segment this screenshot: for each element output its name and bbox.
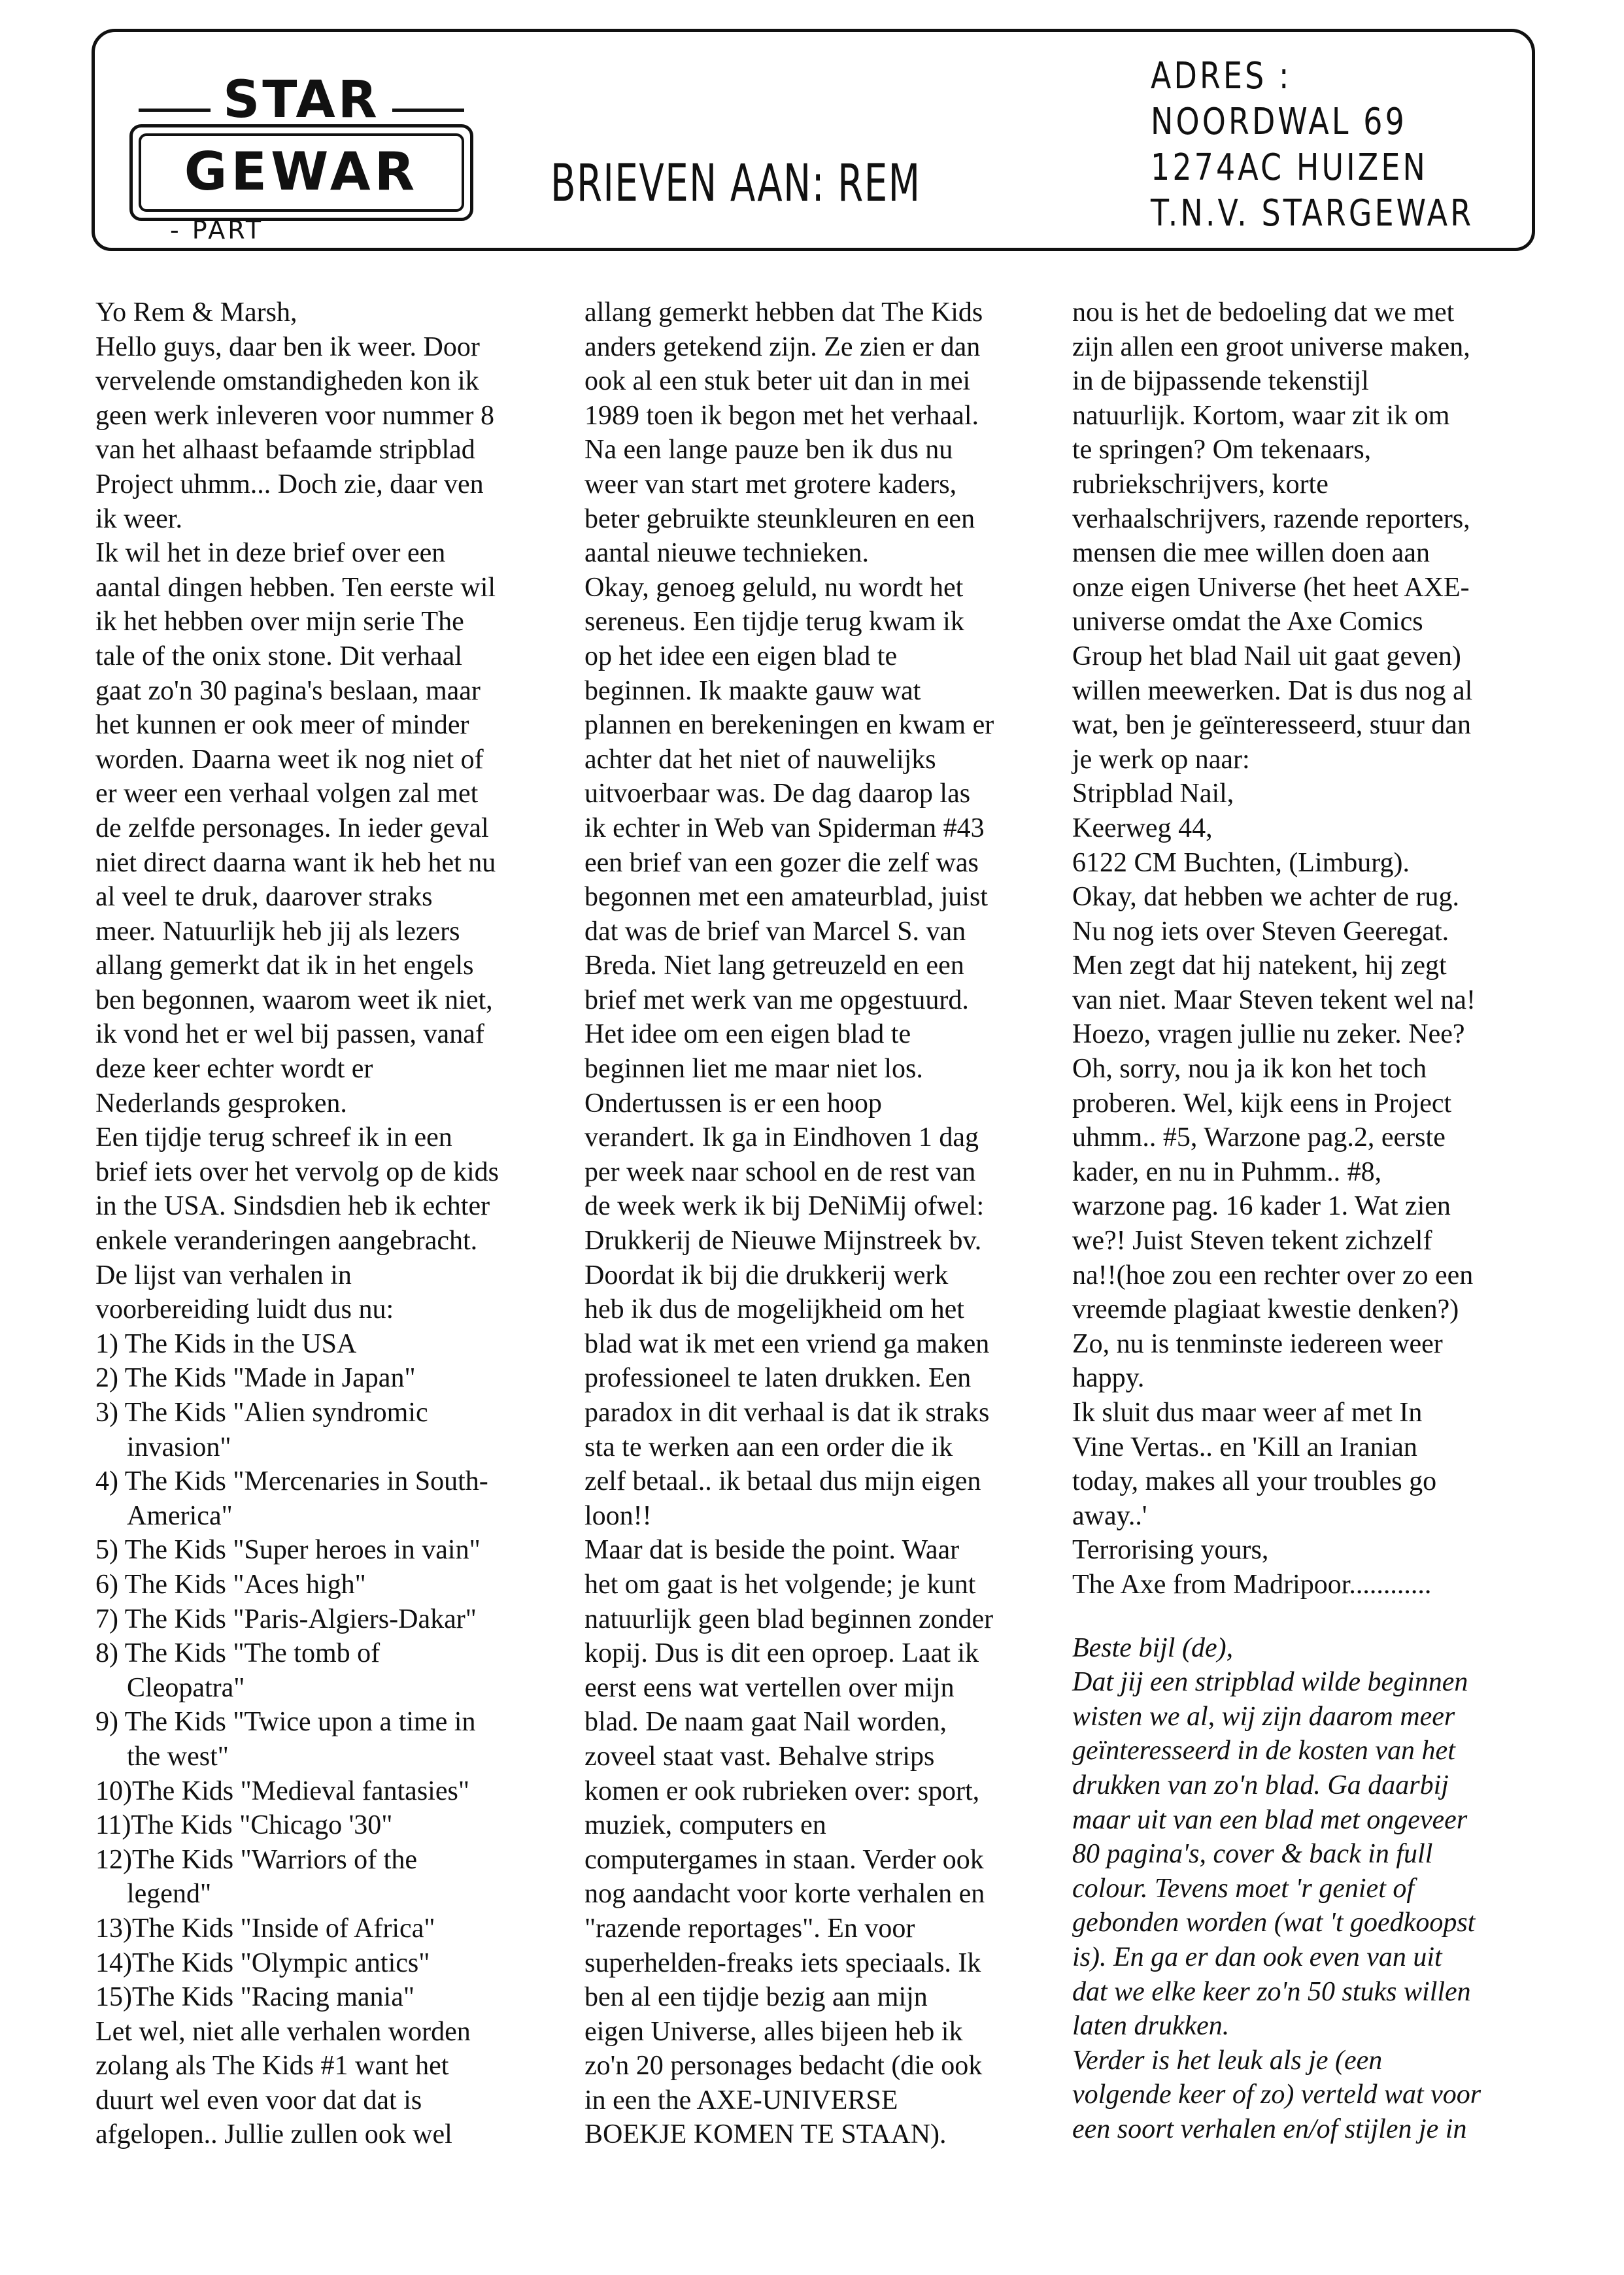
text-line: 11)The Kids "Chicago '30" <box>95 1810 393 1841</box>
text-line: ik vond het er wel bij passen, vanaf <box>95 1019 484 1050</box>
text-line: Vine Vertas.. en 'Kill an Iranian <box>1072 1432 1417 1462</box>
text-line: Cleopatra" <box>127 1672 245 1703</box>
text-line: vreemde plagiaat kwestie denken?) <box>1072 1294 1459 1325</box>
text-line: superhelden-freaks iets speciaals. Ik <box>584 1947 981 1978</box>
text-line: eerst eens wat vertellen over mijn <box>584 1672 955 1703</box>
text-line: deze keer echter wordt er <box>95 1054 373 1085</box>
text-line: een brief van een gozer die zelf was <box>584 847 979 878</box>
text-line: 7) The Kids "Paris-Algiers-Dakar" <box>95 1604 477 1634</box>
text-line: 1989 toen ik begon met het verhaal. <box>584 400 979 431</box>
text-line: Nederlands gesproken. <box>95 1088 347 1119</box>
text-line: anders getekend zijn. Ze zien er dan <box>584 331 981 362</box>
text-line: is). En ga er dan ook even van uit <box>1072 1942 1442 1972</box>
text-line: zijn allen een groot universe maken, <box>1072 331 1470 362</box>
text-line: 15)The Kids "Racing mania" <box>95 1982 415 2013</box>
text-line: nog aandacht voor korte verhalen en <box>584 1879 985 1910</box>
address-line: NOORDWAL 69 <box>1151 101 1407 143</box>
text-line: Project uhmm... Doch zie, daar ven <box>95 469 484 499</box>
text-line: per week naar school en de rest van <box>584 1156 976 1187</box>
text-line: Doordat ik bij die drukkerij werk <box>584 1260 949 1290</box>
logo-rule-right <box>392 109 464 112</box>
text-line: Okay, dat hebben we achter de rug. <box>1072 882 1460 913</box>
text-line: Dat jij een stripblad wilde beginnen <box>1072 1667 1468 1698</box>
reply-spacer <box>1072 1602 1543 1631</box>
text-line: we?! Juist Steven tekent zichzelf <box>1072 1226 1432 1256</box>
text-line: na!!(hoe zou een rechter over zo een <box>1072 1260 1474 1290</box>
text-line: zoveel staat vast. Behalve strips <box>584 1741 935 1772</box>
text-line: maar uit van een blad met ongeveer <box>1072 1804 1468 1835</box>
text-line: Men zegt dat hij natekent, hij zegt <box>1072 951 1447 981</box>
text-line: legend" <box>127 1879 212 1910</box>
text-line: ben begonnen, waarom weet ik niet, <box>95 985 493 1015</box>
text-line: America" <box>127 1500 233 1531</box>
text-line: willen meewerken. Dat is dus nog al <box>1072 675 1473 706</box>
text-line: Okay, genoeg geluld, nu wordt het <box>584 572 964 603</box>
text-line: ik weer. <box>95 503 182 534</box>
text-line: Ik sluit dus maar weer af met In <box>1072 1398 1423 1428</box>
text-line: ben al een tijdje bezig aan mijn <box>584 1982 928 2013</box>
text-line: Drukkerij de Nieuwe Mijnstreek bv. <box>584 1226 982 1256</box>
text-line: ik echter in Web van Spiderman #43 <box>584 813 985 843</box>
text-line: "razende reportages". En voor <box>584 1913 915 1944</box>
text-line: al veel te druk, daarover straks <box>95 882 433 913</box>
text-line: ik het hebben over mijn serie The <box>95 607 464 637</box>
text-column-3 <box>1072 295 1543 2146</box>
text-line: onze eigen Universe (het heet AXE- <box>1072 572 1470 603</box>
text-line: Verder is het leuk als je (een <box>1072 2045 1383 2076</box>
text-line: The Axe from Madripoor............ <box>1072 1569 1432 1600</box>
text-line: eigen Universe, alles bijeen heb ik <box>584 2016 963 2047</box>
text-line: Beste bijl (de), <box>1072 1632 1234 1663</box>
text-line: 13)The Kids "Inside of Africa" <box>95 1913 435 1944</box>
text-line: Yo Rem & Marsh, <box>95 297 297 328</box>
text-line: Hoezo, vragen jullie nu zeker. Nee? <box>1072 1019 1465 1050</box>
text-line: kader, en nu in Puhmm.. #8, <box>1072 1156 1382 1187</box>
text-line: invasion" <box>127 1432 231 1462</box>
text-line: Een tijdje terug schreef ik in een <box>95 1122 452 1153</box>
text-line: 6) The Kids "Aces high" <box>95 1569 366 1600</box>
text-line: 6122 CM Buchten, (Limburg). <box>1072 847 1410 878</box>
text-line: de week werk ik bij DeNiMij ofwel: <box>584 1191 985 1222</box>
text-line: dat was de brief van Marcel S. van <box>584 916 966 947</box>
text-line: away..' <box>1072 1500 1147 1531</box>
text-line: Let wel, niet alle verhalen worden <box>95 2016 471 2047</box>
text-line: 12)The Kids "Warriors of the <box>95 1844 417 1875</box>
text-line: Stripblad Nail, <box>1072 779 1234 809</box>
text-line: 5) The Kids "Super heroes in vain" <box>95 1535 481 1566</box>
text-line: enkele veranderingen aangebracht. <box>95 1226 478 1256</box>
text-line: van niet. Maar Steven tekent wel na! <box>1072 985 1476 1015</box>
text-line: begonnen met een amateurblad, juist <box>584 882 988 913</box>
text-line: the west" <box>127 1741 229 1772</box>
text-line: proberen. Wel, kijk eens in Project <box>1072 1088 1452 1119</box>
text-line: 14)The Kids "Olympic antics" <box>95 1947 430 1978</box>
text-line: weer van start met grotere kaders, <box>584 469 957 499</box>
text-line: een soort verhalen en/of stijlen je in <box>1072 2114 1467 2144</box>
text-line: loon!! <box>584 1500 652 1531</box>
text-line: het om gaat is het volgende; je kunt <box>584 1569 976 1600</box>
text-line: nou is het de bedoeling dat we met <box>1072 297 1455 328</box>
text-line: Keerweg 44, <box>1072 813 1213 843</box>
logo-top-text: STAR <box>223 71 380 129</box>
text-line: zolang als The Kids #1 want het <box>95 2051 449 2081</box>
text-line: volgende keer of zo) verteld wat voor <box>1072 2080 1481 2110</box>
text-line: in een the AXE-UNIVERSE <box>584 2085 898 2115</box>
text-line: geïnteresseerd in de kosten van het <box>1072 1736 1455 1766</box>
text-line: allang gemerkt dat ik in het engels <box>95 951 474 981</box>
text-line: vervelende omstandigheden kon ik <box>95 366 479 397</box>
text-line: 2) The Kids "Made in Japan" <box>95 1363 416 1394</box>
text-line: aantal nieuwe technieken. <box>584 538 869 569</box>
text-line: natuurlijk. Kortom, waar zit ik om <box>1072 400 1450 431</box>
text-line: uhmm.. #5, Warzone pag.2, eerste <box>1072 1122 1446 1153</box>
text-line: plannen en berekeningen en kwam er <box>584 710 994 741</box>
text-line: Zo, nu is tenminste iedereen weer <box>1072 1328 1443 1359</box>
text-line: sereneus. Een tijdje terug kwam ik <box>584 607 964 637</box>
text-line: er weer een verhaal volgen zal met <box>95 779 479 809</box>
text-line: beginnen. Ik maakte gauw wat <box>584 675 921 706</box>
text-line: Group het blad Nail uit gaat geven) <box>1072 641 1461 671</box>
text-line: worden. Daarna weet ik nog niet of <box>95 744 484 775</box>
text-line: 1) The Kids in the USA <box>95 1328 357 1359</box>
text-column-2 <box>584 295 1062 2152</box>
address-line: 1274AC HUIZEN <box>1151 146 1428 189</box>
text-line: op het idee een eigen blad te <box>584 641 898 671</box>
page-title: BRIEVEN AAN: REM <box>550 154 921 213</box>
text-line: gaat zo'n 30 pagina's beslaan, maar <box>95 675 481 706</box>
text-line: 4) The Kids "Mercenaries in South- <box>95 1466 488 1497</box>
text-line: Het idee om een eigen blad te <box>584 1019 911 1050</box>
text-line: zelf betaal.. ik betaal dus mijn eigen <box>584 1466 981 1497</box>
text-line: ook al een stuk beter uit dan in mei <box>584 366 971 397</box>
text-line: drukken van zo'n blad. Ga daarbij <box>1072 1770 1449 1800</box>
text-line: wat, ben je geïnteresseerd, stuur dan <box>1072 710 1471 741</box>
text-line: het kunnen er ook meer of minder <box>95 710 469 741</box>
text-line: achter dat het niet of nauwelijks <box>584 744 936 775</box>
text-line: 8) The Kids "The tomb of <box>95 1638 381 1669</box>
text-line: Na een lange pauze ben ik dus nu <box>584 435 953 465</box>
text-line: allang gemerkt hebben dat The Kids <box>584 297 983 328</box>
text-line: blad wat ik met een vriend ga maken <box>584 1328 990 1359</box>
text-line: brief met werk van me opgestuurd. <box>584 985 969 1015</box>
text-line: beginnen liet me maar niet los. <box>584 1054 923 1085</box>
text-line: aantal dingen hebben. Ten eerste wil <box>95 572 496 603</box>
text-line: blad. De naam gaat Nail worden, <box>584 1707 947 1738</box>
text-line: dat we elke keer zo'n 50 stuks willen <box>1072 1976 1471 2007</box>
text-line: uitvoerbaar was. De dag daarop las <box>584 779 971 809</box>
text-line: te springen? Om tekenaars, <box>1072 435 1372 465</box>
text-line: sta te werken aan een order die ik <box>584 1432 953 1462</box>
text-line: De lijst van verhalen in <box>95 1260 352 1290</box>
text-line: kopij. Dus is dit een oproep. Laat ik <box>584 1638 979 1669</box>
text-line: brief iets over het vervolg op de kids <box>95 1156 499 1187</box>
text-line: in de bijpassende tekenstijl <box>1072 366 1369 397</box>
text-column-1 <box>95 295 553 2152</box>
text-line: 80 pagina's, cover & back in full <box>1072 1839 1433 1870</box>
text-line: mensen die mee willen doen aan <box>1072 538 1430 569</box>
text-line: voorbereiding luidt dus nu: <box>95 1294 394 1325</box>
text-line: tale of the onix stone. Dit verhaal <box>95 641 462 671</box>
text-line: 10)The Kids "Medieval fantasies" <box>95 1776 469 1806</box>
text-line: heb ik dus de mogelijkheid om het <box>584 1294 964 1325</box>
address-block <box>1151 54 1517 237</box>
text-line: afgelopen.. Jullie zullen ook wel <box>95 2119 452 2150</box>
text-line: 9) The Kids "Twice upon a time in <box>95 1707 476 1738</box>
text-line: Maar dat is beside the point. Waar <box>584 1535 960 1566</box>
text-line: verhaalschrijvers, razende reporters, <box>1072 503 1470 534</box>
text-line: zo'n 20 personages bedacht (die ook <box>584 2051 983 2081</box>
text-line: natuurlijk geen blad beginnen zonder <box>584 1604 994 1634</box>
text-line: Ik wil het in deze brief over een <box>95 538 446 569</box>
text-line: niet direct daarna want ik heb het nu <box>95 847 496 878</box>
text-line: 3) The Kids "Alien syndromic <box>95 1398 428 1428</box>
text-line: rubriekschrijvers, korte <box>1072 469 1328 499</box>
text-line: meer. Natuurlijk heb jij als lezers <box>95 916 460 947</box>
logo-main-text: GEWAR <box>139 133 464 212</box>
text-line: komen er ook rubrieken over: sport, <box>584 1776 980 1806</box>
text-line: Ondertussen is er een hoop <box>584 1088 882 1119</box>
text-line: de zelfde personages. In ieder geval <box>95 813 489 843</box>
text-line: professioneel te laten drukken. Een <box>584 1363 972 1394</box>
text-line: computergames in staan. Verder ook <box>584 1844 984 1875</box>
address-line: T.N.V. STARGEWAR <box>1151 192 1474 235</box>
text-line: verandert. Ik ga in Eindhoven 1 dag <box>584 1122 979 1153</box>
logo-part-text: - PART <box>170 216 264 244</box>
stargewar-logo <box>129 71 473 247</box>
text-line: colour. Tevens moet 'r geniet of <box>1072 1873 1415 1904</box>
text-line: BOEKJE KOMEN TE STAAN). <box>584 2119 947 2150</box>
text-line: gebonden worden (wat 't goedkoopst <box>1072 1908 1476 1938</box>
text-line: today, makes all your troubles go <box>1072 1466 1437 1497</box>
text-line: je werk op naar: <box>1072 744 1250 775</box>
text-line: Breda. Niet lang getreuzeld en een <box>584 951 964 981</box>
text-line: geen werk inleveren voor nummer 8 <box>95 400 494 431</box>
text-line: van het alhaast befaamde stripblad <box>95 435 475 465</box>
text-line: beter gebruikte steunkleuren en een <box>584 503 975 534</box>
text-line: laten drukken. <box>1072 2011 1230 2042</box>
text-line: Nu nog iets over Steven Geeregat. <box>1072 916 1449 947</box>
text-line: muziek, computers en <box>584 1810 826 1841</box>
text-line: universe omdat the Axe Comics <box>1072 607 1423 637</box>
text-line: wisten we al, wij zijn daarom meer <box>1072 1701 1455 1732</box>
text-line: Oh, sorry, nou ja ik kon het toch <box>1072 1054 1427 1085</box>
text-line: happy. <box>1072 1363 1145 1394</box>
text-line: Terrorising yours, <box>1072 1535 1269 1566</box>
text-line: in the USA. Sindsdien heb ik echter <box>95 1191 490 1222</box>
text-line: Hello guys, daar ben ik weer. Door <box>95 331 480 362</box>
text-line: warzone pag. 16 kader 1. Wat zien <box>1072 1191 1451 1222</box>
text-line: duurt wel even voor dat dat is <box>95 2085 422 2115</box>
text-line: paradox in dit verhaal is dat ik straks <box>584 1398 990 1428</box>
address-line: ADRES : <box>1151 55 1292 97</box>
